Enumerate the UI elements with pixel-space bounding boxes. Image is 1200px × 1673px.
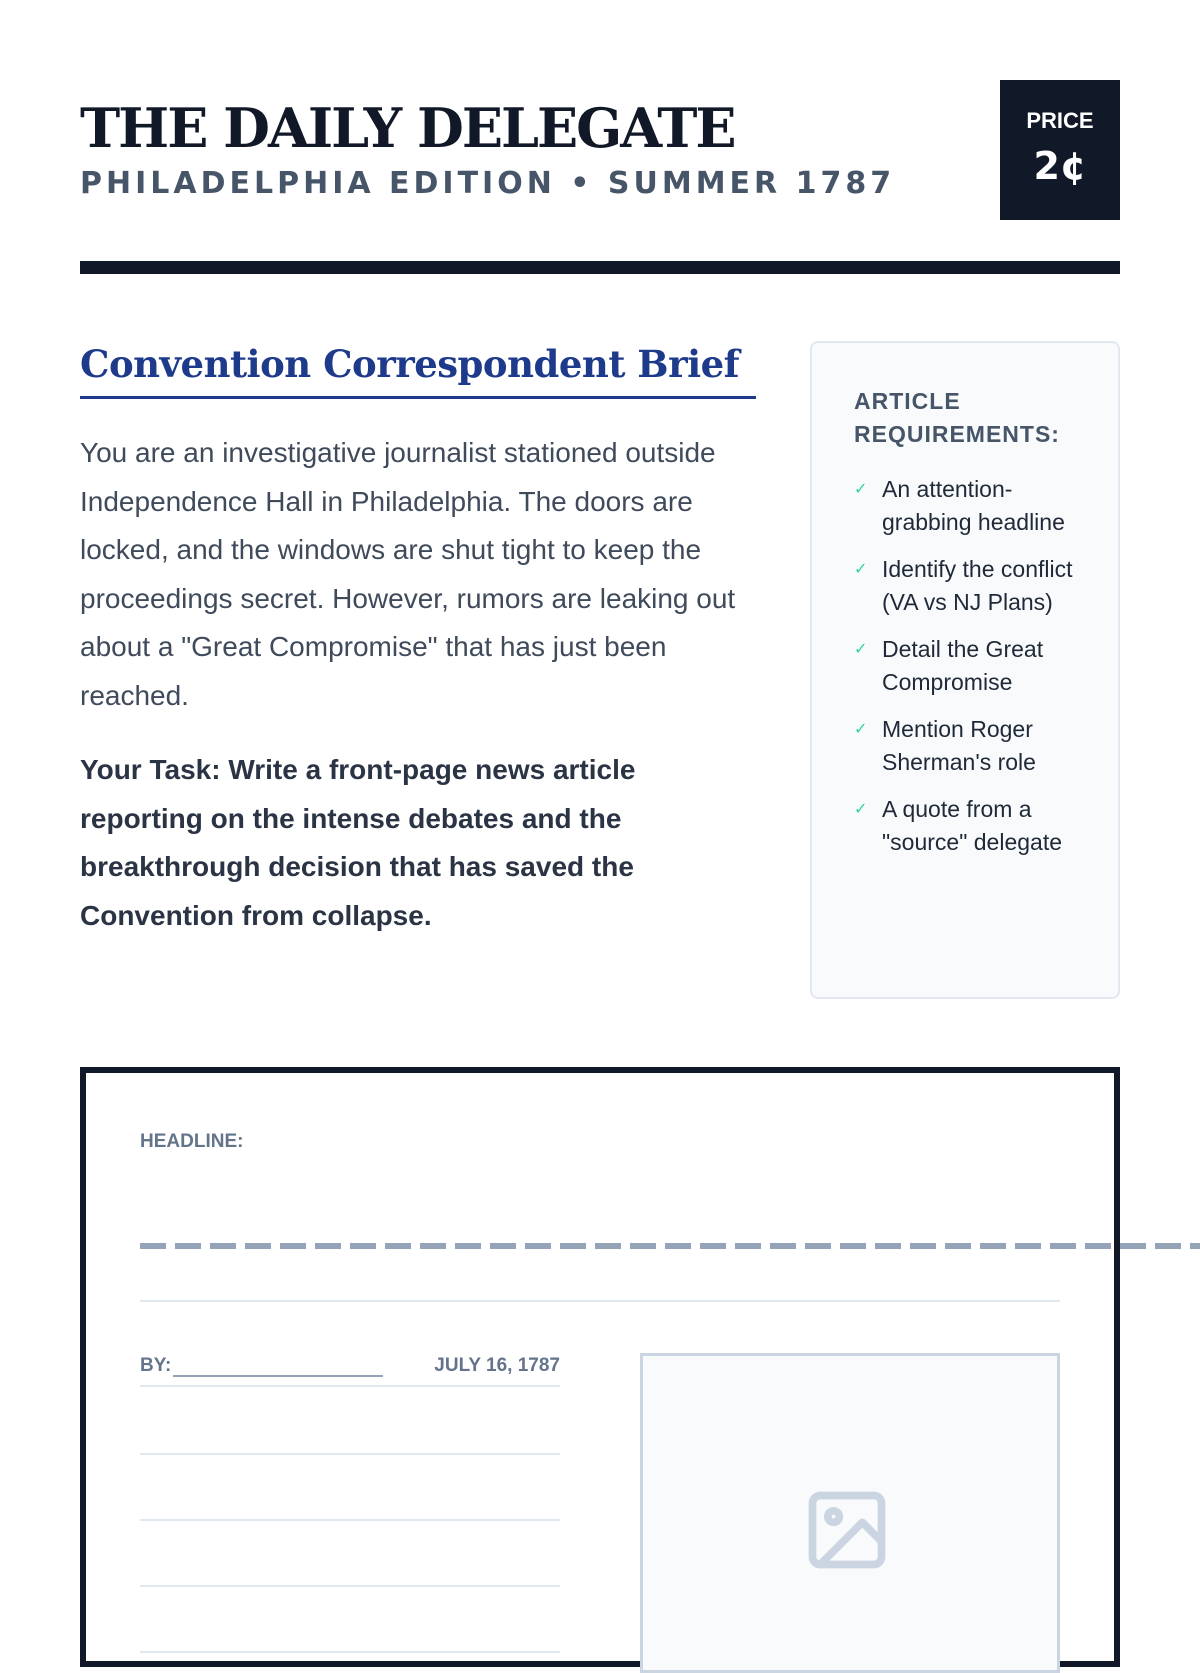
edition-subtitle: PHILADELPHIA EDITION • SUMMER 1787 — [80, 166, 896, 201]
correspondent-brief — [80, 342, 756, 940]
body-write-line[interactable] — [140, 1651, 560, 1653]
requirements-list — [854, 473, 1088, 859]
check-icon: ✓ — [854, 721, 868, 738]
masthead — [80, 80, 1120, 230]
photo-placeholder[interactable] — [640, 1353, 1060, 1673]
author-blank[interactable] — [173, 1357, 383, 1377]
requirement-text: Identify the conflict (VA vs NJ Plans) — [882, 556, 1073, 615]
check-icon: ✓ — [854, 801, 868, 818]
requirement-text: A quote from a "source" delegate — [882, 796, 1063, 855]
brief-task: Your Task: Write a front-page news article reporting on the intense debates and the breakthrough decision that has saved the Convention from collapse. — [80, 754, 636, 931]
body-write-line[interactable] — [140, 1585, 560, 1587]
body-write-line[interactable] — [140, 1453, 560, 1455]
requirement-item — [854, 553, 1088, 619]
check-icon: ✓ — [854, 561, 868, 578]
by-label: BY: — [140, 1355, 172, 1376]
masthead-divider — [80, 261, 1120, 274]
body-write-line[interactable] — [140, 1519, 560, 1521]
headline-divider — [140, 1300, 1060, 1302]
brief-body: You are an investigative journalist stationed outside Independence Hall in Philadelphia. The doors are locked, and the windows are shut tight to keep the proceedings secret. However, rumors are leaking out about a "Great Compromise" that has just been reached. — [80, 437, 736, 711]
requirement-text: Detail the Great Compromise — [882, 636, 1044, 695]
byline-row — [140, 1355, 560, 1387]
requirement-item — [854, 793, 1088, 859]
headline-write-line[interactable] — [140, 1243, 1200, 1249]
article-template — [80, 1067, 1120, 1667]
requirements-panel — [810, 341, 1120, 999]
newspaper-title: THE DAILY DELEGATE — [80, 96, 735, 160]
image-placeholder-icon — [801, 1484, 893, 1576]
requirement-item — [854, 633, 1088, 699]
requirement-text: Mention Roger Sherman's role — [882, 716, 1036, 775]
requirement-text: An attention-grabbing headline — [882, 476, 1065, 535]
article-date: JULY 16, 1787 — [434, 1355, 560, 1376]
check-icon: ✓ — [854, 641, 868, 658]
check-icon: ✓ — [854, 481, 868, 498]
price-box — [1000, 80, 1120, 220]
headline-label: HEADLINE: — [140, 1131, 244, 1152]
price-value: 2¢ — [1033, 144, 1087, 188]
price-label: PRICE — [1026, 108, 1094, 133]
requirements-title: ARTICLE REQUIREMENTS: — [854, 388, 1060, 447]
brief-heading: Convention Correspondent Brief — [80, 342, 756, 399]
requirement-item — [854, 473, 1088, 539]
requirement-item — [854, 713, 1088, 779]
